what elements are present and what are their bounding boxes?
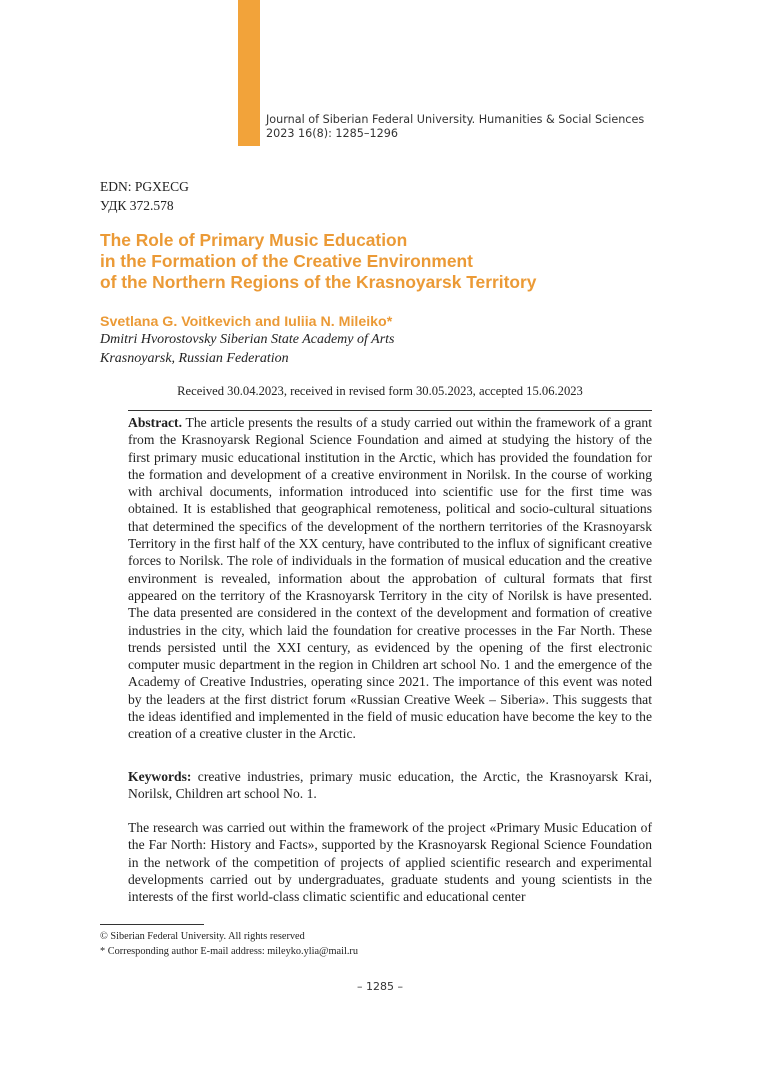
keywords-text: creative industries, primary music education, the Arctic, the Krasnoyarsk Krai, Norilsk, Children art school No. 1. — [128, 769, 652, 802]
edn-code: EDN: PGXECG — [100, 179, 189, 194]
udk-code: УДК 372.578 — [100, 198, 174, 213]
acknowledgement-paragraph: The research was carried out within the framework of the project «Primary Music Education of the Far North: History and Facts», supported by the Krasnoyarsk Regional Science Foundation in the network of the competition of projects of applied scientific research and experimental developments carried out by undergraduates, graduate students and young scientists in the interests of the first world-class climatic scientific and educational center — [128, 820, 652, 905]
title-line: The Role of Primary Music Education — [100, 230, 408, 250]
abstract-label: Abstract. — [128, 415, 182, 430]
keywords-paragraph — [128, 768, 652, 803]
journal-accent-bar — [238, 0, 260, 146]
author-affiliation — [100, 331, 394, 368]
copyright-note: © Siberian Federal University. All rights reserved — [100, 931, 305, 942]
affiliation-location: Krasnoyarsk, Russian Federation — [100, 350, 289, 366]
journal-issue: 2023 16(8): 1285–1296 — [266, 127, 398, 140]
article-authors: Svetlana G. Voitkevich and Iuliia N. Mileiko* — [100, 314, 393, 330]
page-number: – 1285 – — [357, 980, 403, 993]
abstract-divider — [128, 410, 652, 411]
article-identifiers — [100, 177, 189, 215]
title-line: in the Formation of the Creative Environment — [100, 251, 473, 271]
corresponding-author-note: * Corresponding author E-mail address: mileyko.ylia@mail.ru — [100, 946, 358, 957]
journal-header — [266, 113, 644, 141]
footnotes — [100, 929, 358, 959]
journal-name: Journal of Siberian Federal University. Humanities & Social Sciences — [266, 113, 645, 126]
article-title — [100, 230, 660, 293]
abstract-text: The article presents the results of a study carried out within the framework of a grant from the Krasnoyarsk Regional Science Foundation and aimed at studying the history of the first primary music educational institution in the Arctic, which has provided the foundation for the formation and development of a creative environment in Norilsk. In the course of working with archival documents, information introduced into scientific use for the first time was obtained. It is established that geographical remoteness, political and socio-cultural situations that determined the specifics of the development of the northern territories of the Krasnoyarsk Territory in the first half of the XX century, have contributed to the influx of significant creative forces to Norilsk. The role of individuals in the formation of musical education and the creative environment is revealed, information about the approbation of cultural formats that first appeared on the territory of the Krasnoyarsk Territory in the city of Norilsk is have presented. The data presented are considered in the context of the development and formation of creative industries in the city, which laid the foundation for creative processes in the Far North. These trends persisted until the XXI century, as evidenced by the opening of the first electronic computer music department in the region in Children art school No. 1 and the emergence of the Academy of Creative Industries, operating since 2021. The importance of this event was noted by the leaders at the first district forum «Russian Creative Week – Siberia». This suggests that the ideas identified and implemented in the field of music education have become the key to the creation of a creative cluster in the Arctic. — [128, 415, 652, 742]
received-dates: Received 30.04.2023, received in revised form 30.05.2023, accepted 15.06.2023 — [177, 384, 583, 398]
keywords-label: Keywords: — [128, 769, 192, 784]
affiliation-institution: Dmitri Hvorostovsky Siberian State Academy of Arts — [100, 332, 395, 347]
footnote-divider — [100, 924, 204, 925]
title-line: of the Northern Regions of the Krasnoyarsk Territory — [100, 272, 537, 292]
abstract-paragraph — [128, 414, 652, 743]
